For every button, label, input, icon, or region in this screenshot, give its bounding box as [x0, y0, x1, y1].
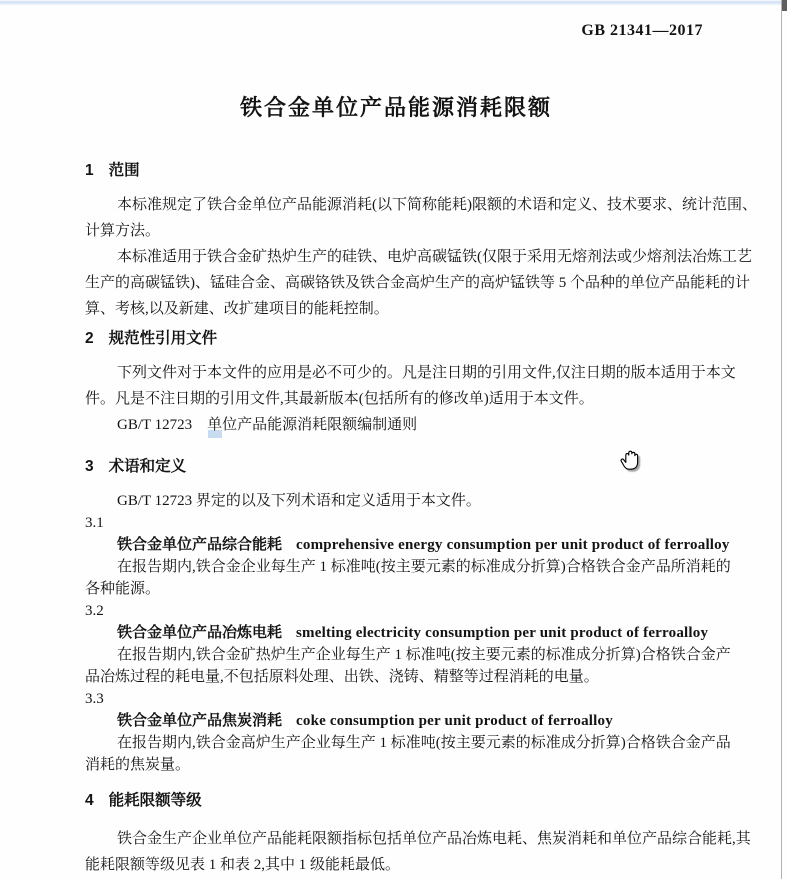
section-3-title: 术语和定义	[108, 458, 187, 475]
section-3-heading	[85, 454, 186, 476]
section-4-number: 4	[85, 792, 94, 809]
term-name-cn: 铁合金单位产品冶炼电耗	[117, 624, 283, 641]
term-id: 3.3	[85, 691, 104, 707]
term-name-en: comprehensive energy consumption per unit product of ferroalloy	[296, 537, 730, 553]
page-content	[85, 0, 757, 879]
section-2-number: 2	[85, 330, 94, 347]
section-2-heading	[85, 326, 217, 348]
term-definition-line: 消耗的焦炭量。	[85, 757, 191, 773]
section-4-title: 能耗限额等级	[108, 792, 202, 809]
section-4-body	[85, 826, 751, 878]
section-1-number: 1	[85, 162, 94, 179]
body-line: 本标准适用于铁合金矿热炉生产的硅铁、电炉高碳锰铁(仅限于采用无熔剂法或少熔剂法冶炼工艺	[117, 249, 752, 265]
body-line: 本标准规定了铁合金单位产品能源消耗(以下简称能耗)限额的术语和定义、技术要求、统计范围、	[117, 197, 757, 213]
section-3-number: 3	[85, 458, 94, 475]
body-line: GB/T 12723 界定的以及下列术语和定义适用于本文件。	[117, 493, 481, 509]
term-name-en: smelting electricity consumption per unit product of ferroalloy	[296, 625, 709, 641]
standard-code: GB 21341—2017	[581, 22, 703, 39]
term-definition-line: 在报告期内,铁合金矿热炉生产企业每生产 1 标准吨(按主要元素的标准成分折算)合格铁合金产	[117, 647, 731, 663]
term-definition-line: 在报告期内,铁合金高炉生产企业每生产 1 标准吨(按主要元素的标准成分折算)合格铁合金产品	[117, 735, 731, 751]
body-line: 计算方法。	[85, 223, 161, 239]
scrollbar-top-segment[interactable]	[782, 0, 787, 11]
term-id: 3.2	[85, 603, 104, 619]
body-line: 件。凡是不注日期的引用文件,其最新版本(包括所有的修改单)适用于本文件。	[85, 391, 594, 407]
section-1-title: 范围	[108, 162, 140, 179]
section-1-body	[85, 192, 757, 322]
terms-list	[85, 512, 731, 776]
term-title	[85, 710, 707, 732]
section-1-heading	[85, 158, 140, 180]
body-line: 能耗限额等级见表 1 和表 2,其中 1 级能耗最低。	[85, 857, 401, 873]
term-definition-line: 各种能源。	[85, 581, 161, 597]
section-2-title: 规范性引用文件	[108, 330, 218, 347]
page-right-edge-line	[781, 0, 782, 879]
term-title	[85, 622, 707, 644]
body-line: 生产的高碳锰铁)、锰硅合金、高碳铬铁及铁合金高炉生产的高炉锰铁等 5 个品种的单位产品能耗的计	[85, 275, 750, 291]
term-name-cn: 铁合金单位产品焦炭消耗	[117, 712, 283, 729]
referenced-standard: GB/T 12723 单位产品能源消耗限额编制通则	[117, 417, 418, 433]
term-name-en: coke consumption per unit product of ferroalloy	[296, 713, 613, 729]
term-definition-line: 品冶炼过程的耗电量,不包括原料处理、出铁、浇铸、精整等过程消耗的电量。	[85, 669, 599, 685]
term-definition-line: 在报告期内,铁合金企业每生产 1 标准吨(按主要元素的标准成分折算)合格铁合金产品所消耗的	[117, 559, 731, 575]
section-3-intro	[85, 488, 707, 514]
body-line: 下列文件对于本文件的应用是必不可少的。凡是注日期的引用文件,仅注日期的版本适用于本文	[117, 365, 736, 381]
body-line: 算、考核,以及新建、改扩建项目的能耗控制。	[85, 301, 389, 317]
section-2-body	[85, 360, 736, 438]
body-line: 铁合金生产企业单位产品能耗限额指标包括单位产品冶炼电耗、焦炭消耗和单位产品综合能耗,其	[117, 831, 751, 847]
document-title: 铁合金单位产品能源消耗限额	[239, 95, 552, 120]
term-id: 3.1	[85, 515, 104, 531]
term-title	[85, 534, 730, 556]
section-4-heading	[85, 788, 202, 810]
term-name-cn: 铁合金单位产品综合能耗	[117, 536, 283, 553]
